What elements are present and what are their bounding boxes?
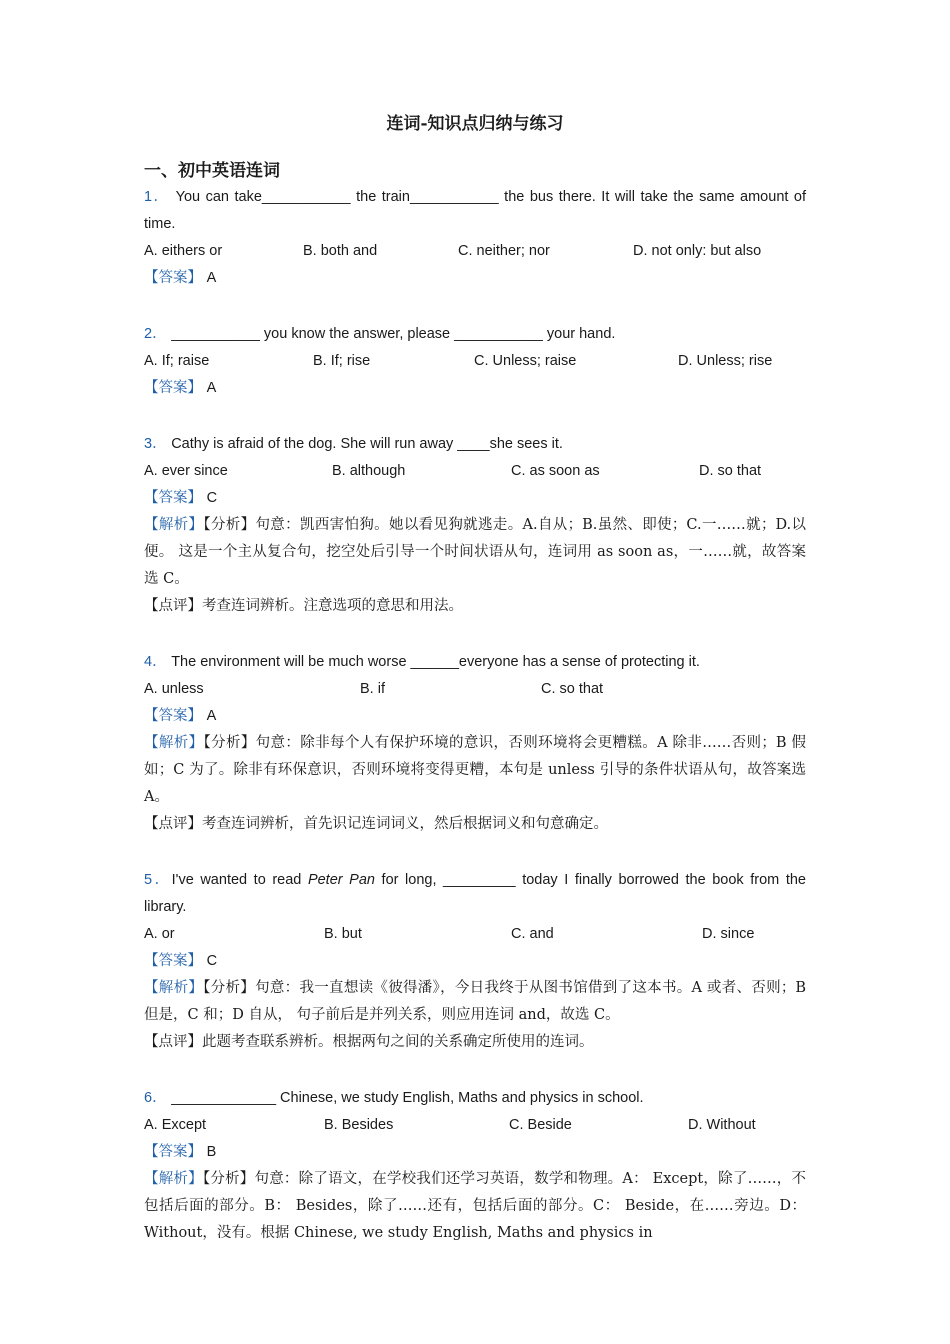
option-d: D. since <box>702 926 755 942</box>
question-5 <box>144 867 806 921</box>
question-6 <box>144 1085 806 1112</box>
answer-label: 【答案】 <box>144 270 202 286</box>
option-a: A. ever since <box>144 463 228 479</box>
option-c: C. so that <box>541 681 604 697</box>
option-b: B. both and <box>303 243 378 259</box>
option-c: C. neither; nor <box>458 243 550 259</box>
option-b: B. If; rise <box>313 353 371 369</box>
question-text: ___________ you know the answer, please ___________ your hand. <box>171 326 616 342</box>
comment-block <box>144 1029 806 1056</box>
document-page <box>144 112 806 1247</box>
option-a: A. or <box>144 926 175 942</box>
analysis-block <box>144 1166 806 1247</box>
analysis-block <box>144 512 806 593</box>
answer-label: 【答案】 <box>144 1144 202 1160</box>
analysis-label: 【解析】 <box>144 517 204 533</box>
answer-value: A <box>206 708 217 724</box>
answer-line <box>144 703 806 730</box>
question-text: _____________ Chinese, we study English, Maths and physics in school. <box>171 1090 644 1106</box>
option-d: D. Unless; rise <box>678 353 773 369</box>
question-number: 2． <box>144 326 167 342</box>
option-b: B. although <box>332 463 406 479</box>
answer-value: C <box>206 490 218 506</box>
option-b: B. but <box>324 926 362 942</box>
question-number: 6． <box>144 1090 167 1106</box>
question-text-end: for long, _________ today I finally borrowed the book from the library. <box>144 872 806 915</box>
question-2 <box>144 321 806 348</box>
answer-value: C <box>206 953 218 969</box>
question-text: You can take___________ the train___________ the bus there. It will take the same amount of time. <box>144 189 807 232</box>
answer-line <box>144 485 806 512</box>
question-number: 4． <box>144 654 167 670</box>
analysis-text: 【分析】句意：除非每个人有保护环境的意识，否则环境将会更糟糕。A 除非……否则；B 假如；C 为了。除非有环保意识，否则环境将变得更糟，本句是 unless 引导的条件状语从句，故答案选 A。 <box>144 735 806 805</box>
question-1 <box>144 184 806 238</box>
option-a: A. eithers or <box>144 243 223 259</box>
answer-label: 【答案】 <box>144 490 202 506</box>
comment-block <box>144 593 806 620</box>
comment-block <box>144 811 806 838</box>
answer-line <box>144 948 806 975</box>
comment-text: 考查连词辨析。注意选项的意思和用法。 <box>202 598 463 614</box>
option-c: C. Unless; raise <box>474 353 577 369</box>
comment-text: 考查连词辨析，首先识记连词词义，然后根据词义和句意确定。 <box>202 816 608 832</box>
options-row <box>144 921 806 948</box>
question-text: The environment will be much worse ______everyone has a sense of protecting it. <box>171 654 700 670</box>
comment-label: 【点评】 <box>144 598 202 614</box>
question-number: 3． <box>144 436 167 452</box>
option-a: A. unless <box>144 681 204 697</box>
answer-line <box>144 375 806 402</box>
document-title: 连词-知识点归纳与练习 <box>386 114 564 134</box>
analysis-label: 【解析】 <box>144 735 204 751</box>
answer-label: 【答案】 <box>144 708 202 724</box>
comment-text: 此题考查联系辨析。根据两句之间的关系确定所使用的连词。 <box>202 1034 594 1050</box>
analysis-block <box>144 975 806 1029</box>
analysis-label: 【解析】 <box>144 1171 203 1187</box>
options-row <box>144 676 806 703</box>
options-row <box>144 238 806 265</box>
option-b: B. if <box>360 681 385 697</box>
answer-value: A <box>206 270 217 286</box>
option-a: A. Except <box>144 1117 207 1133</box>
analysis-block <box>144 730 806 811</box>
question-4 <box>144 649 806 676</box>
answer-line <box>144 265 806 292</box>
options-row <box>144 458 806 485</box>
option-b: B. Besides <box>324 1117 394 1133</box>
answer-label: 【答案】 <box>144 953 202 969</box>
question-text: Cathy is afraid of the dog. She will run away ____she sees it. <box>171 436 563 452</box>
answer-label: 【答案】 <box>144 380 202 396</box>
options-row <box>144 1112 806 1139</box>
analysis-text: 【分析】句意：我一直想读《彼得潘》，今日我终于从图书馆借到了这本书。A 或者、否则；B 但是，C 和；D 自从， 句子前后是并列关系，则应用连词 and，故选 C。 <box>144 980 807 1023</box>
analysis-text: 【分析】句意：除了语文，在学校我们还学习英语，数学和物理。A： Except，除了……，不包括后面的部分。B： Besides，除了……还有，包括后面的部分。C： Beside，在……旁边。D： Without，没有。根据 Chinese, we study English, Maths and physics in <box>144 1171 807 1241</box>
question-number: 5． <box>144 872 172 888</box>
answer-value: B <box>206 1144 217 1160</box>
question-3 <box>144 431 806 458</box>
option-d: D. so that <box>699 463 762 479</box>
option-a: A. If; raise <box>144 353 210 369</box>
comment-label: 【点评】 <box>144 1034 202 1050</box>
option-d: D. Without <box>688 1117 756 1133</box>
question-text-start: I've wanted to read <box>171 872 308 888</box>
option-d: D. not only: but also <box>633 243 762 259</box>
answer-line <box>144 1139 806 1166</box>
analysis-label: 【解析】 <box>144 980 204 996</box>
section-heading: 一、初中英语连词 <box>144 161 280 181</box>
book-title: Peter Pan <box>307 872 375 888</box>
comment-label: 【点评】 <box>144 816 202 832</box>
analysis-text: 【分析】句意：凯西害怕狗。她以看见狗就逃走。A.自从；B.虽然、即使；C.一……就；D.以便。 这是一个主从复合句，挖空处后引导一个时间状语从句，连词用 as soon as，一……就，故答案选 C。 <box>144 517 807 587</box>
option-c: C. as soon as <box>511 463 600 479</box>
question-number: 1． <box>144 189 170 205</box>
option-c: C. and <box>511 926 554 942</box>
answer-value: A <box>206 380 217 396</box>
options-row <box>144 348 806 375</box>
option-c: C. Beside <box>509 1117 572 1133</box>
